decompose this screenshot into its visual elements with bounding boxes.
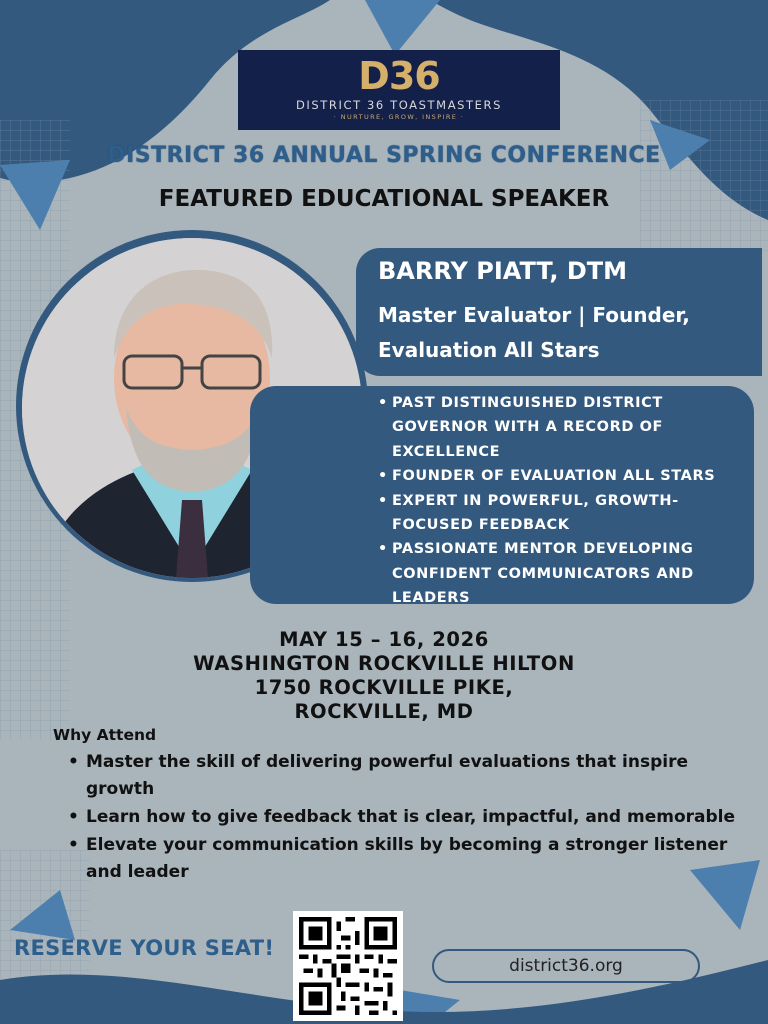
website-link[interactable]: district36.org — [432, 949, 700, 983]
why-attend-item: • Elevate your communication skills by becoming a stronger listener and leader — [68, 832, 752, 886]
speaker-highlight: • FOUNDER OF EVALUATION ALL STARS — [378, 464, 746, 488]
speaker-role — [378, 298, 758, 368]
speaker-highlight: • EXPERT IN POWERFUL, GROWTH-FOCUSED FEEDBACK — [378, 489, 746, 538]
event-dates: MAY 15 – 16, 2026 — [279, 628, 489, 651]
speaker-highlights-list — [378, 391, 746, 611]
logo-tagline: · NURTURE, GROW, INSPIRE · — [333, 113, 465, 121]
speaker-role-line-2: Evaluation All Stars — [378, 338, 600, 362]
speaker-role-line-1: Master Evaluator | Founder, — [378, 303, 690, 327]
why-attend-title: Why Attend — [53, 726, 157, 744]
speaker-highlight: • PASSIONATE MENTOR DEVELOPING CONFIDENT COMMUNICATORS AND LEADERS — [378, 537, 746, 610]
event-venue: WASHINGTON ROCKVILLE HILTON — [193, 652, 575, 675]
district-logo — [238, 50, 560, 130]
why-attend-item: • Master the skill of delivering powerful evaluations that inspire growth — [68, 749, 752, 803]
event-details — [0, 628, 768, 724]
event-city: ROCKVILLE, MD — [294, 700, 474, 723]
qr-code-icon[interactable] — [293, 911, 403, 1021]
featured-heading: FEATURED EDUCATIONAL SPEAKER — [158, 186, 610, 212]
conference-title: DISTRICT 36 ANNUAL SPRING CONFERENCE — [107, 143, 661, 168]
logo-organization-name: DISTRICT 36 TOASTMASTERS — [295, 98, 503, 112]
speaker-highlight: • PAST DISTINGUISHED DISTRICT GOVERNOR WITH A RECORD OF EXCELLENCE — [378, 391, 746, 464]
reserve-seat-text: RESERVE YOUR SEAT! — [14, 936, 275, 960]
event-street: 1750 ROCKVILLE PIKE, — [254, 676, 514, 699]
why-attend-list — [68, 749, 752, 887]
speaker-name: BARRY PIATT, DTM — [378, 257, 627, 285]
logo-mark: D36 — [358, 54, 440, 98]
why-attend-item: • Learn how to give feedback that is clear, impactful, and memorable — [68, 804, 752, 831]
qr-code-graphic — [299, 917, 397, 1015]
